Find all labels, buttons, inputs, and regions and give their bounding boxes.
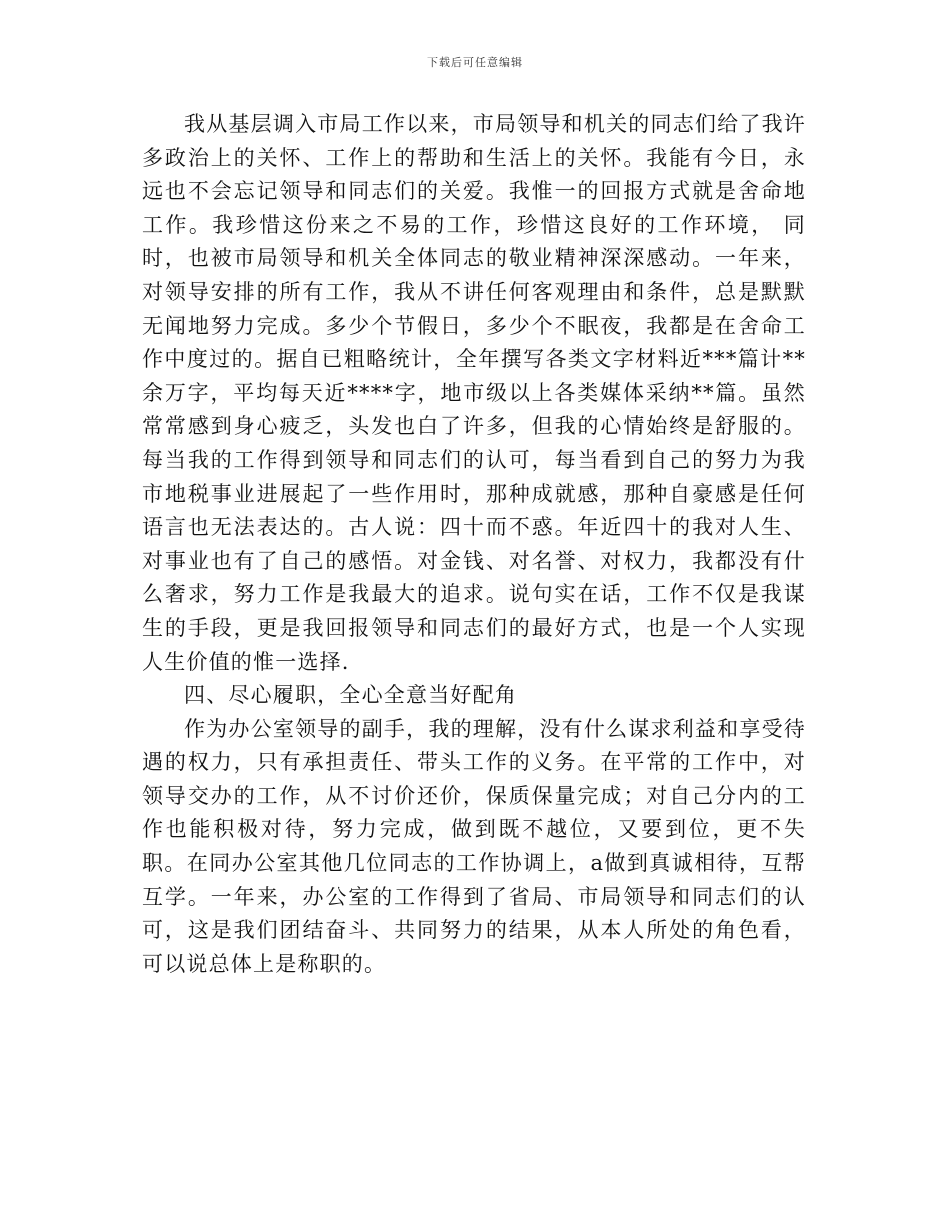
paragraph-supporting-role: 作为办公室领导的副手，我的理解，没有什么谋求利益和享受待遇的权力，只有承担责任、带头工作的义务。在平常的工作中，对领导交办的工作，从不讨价还价，保质保量完成；对自己分内的工作也能积极对待，努力完成，做到既不越位，又要到位，更不失职。在同办公室其他几位同志的工作协调上，a做到真诚相待，互帮互学。一年来，办公室的工作得到了省局、市局领导和同志们的认可，这是我们团结奋斗、共同努力的结果，从本人所处的角色看，可以说总体上是称职的。 bbox=[142, 716, 806, 976]
page-header: 下载后可任意编辑 bbox=[427, 56, 523, 69]
section-heading: 四、尽心履职，全心全意当好配角 bbox=[184, 683, 517, 708]
paragraph-self-dedication: 我从基层调入市局工作以来，市局领导和机关的同志们给了我许多政治上的关怀、工作上的帮助和生活上的关怀。我能有今日，永远也不会忘记领导和同志们的关爱。我惟一的回报方式就是舍命地工作。我珍惜这份来之不易的工作，珍惜这良好的工作环境， 同时，也被市局领导和机关全体同志的敬业精神深深感动。一年来，对领导安排的所有工作，我从不讲任何客观理由和条件，总是默默无闻地努力完成。多少个节假日，多少个不眠夜，我都是在舍命工作中度过的。据自已粗略统计，全年撰写各类文字材料近***篇计**余万字，平均每天近****字，地市级以上各类媒体采纳**篇。虽然常常感到身心疲乏，头发也白了许多，但我的心情始终是舒服的。每当我的工作得到领导和同志们的认可，每当看到自己的努力为我市地税事业进展起了一些作用时，那种成就感，那种自豪感是任何语言也无法表达的。古人说：四十而不惑。年近四十的我对人生、对事业也有了自己的感悟。对金钱、对名誉、对权力，我都没有什么奢求，努力工作是我最大的追求。说句实在话，工作不仅是我谋生的手段，更是我回报领导和同志们的最好方式，也是一个人实现人生价值的惟一选择. bbox=[142, 112, 806, 674]
document-body bbox=[142, 108, 806, 981]
